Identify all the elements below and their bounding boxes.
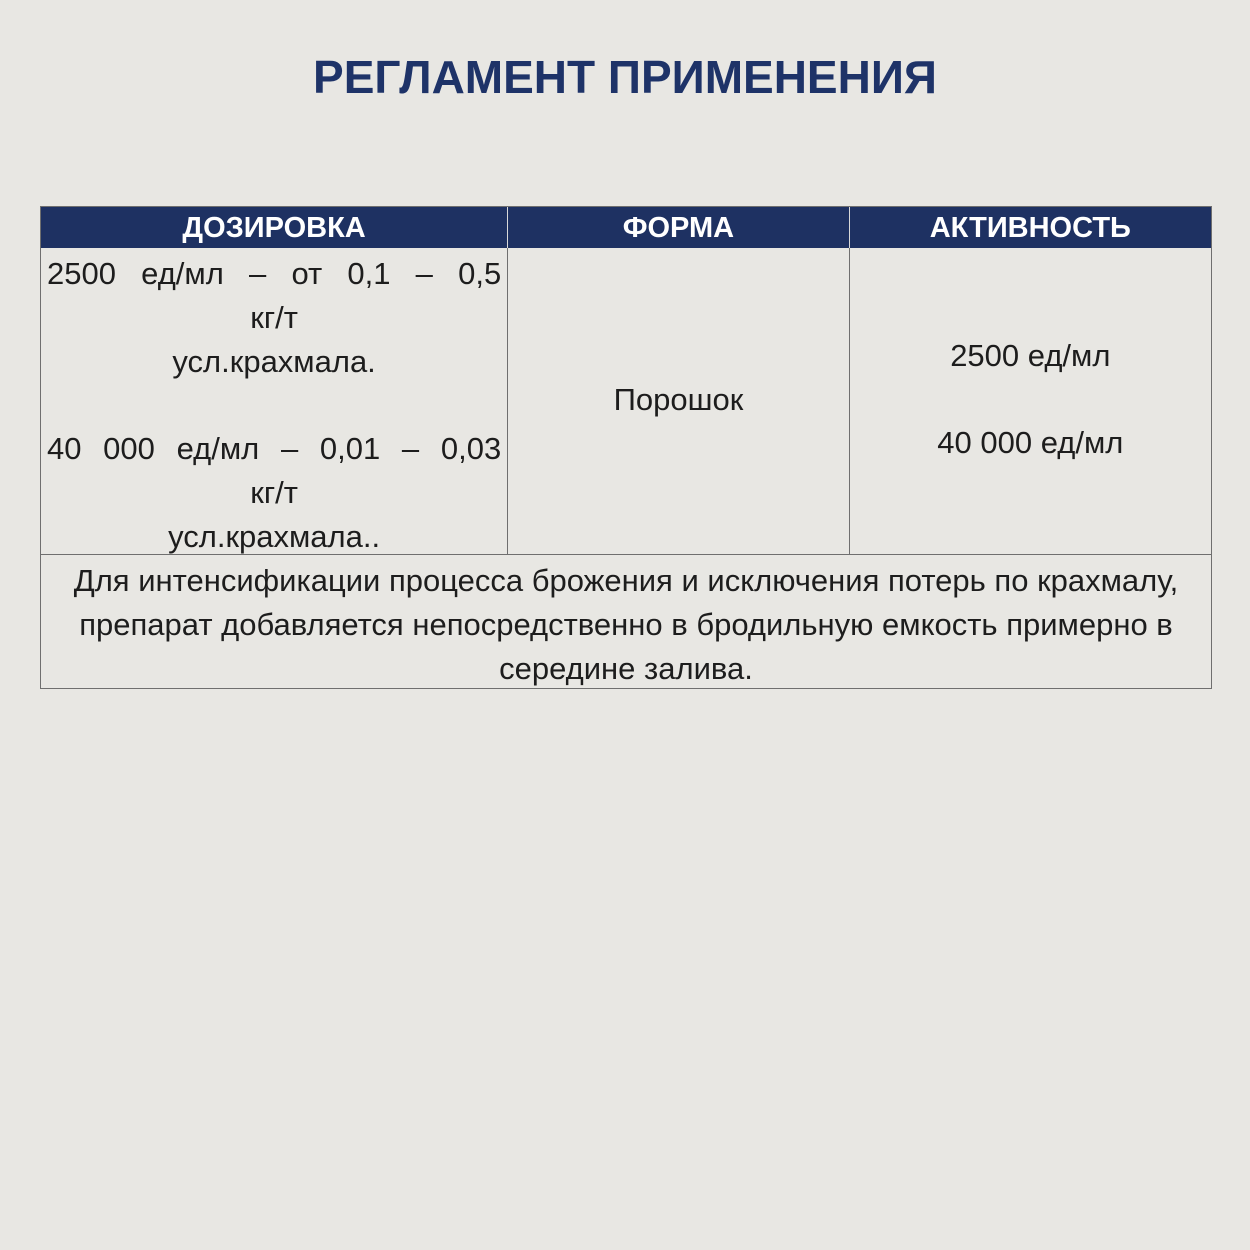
dosage-line: усл.крахмала. <box>172 344 376 379</box>
dosage-cell <box>41 248 508 554</box>
header-dosage: ДОЗИРОВКА <box>41 207 508 248</box>
table-row <box>41 248 1211 555</box>
header-form: ФОРМА <box>508 207 849 248</box>
header-activity: АКТИВНОСТЬ <box>929 212 1131 244</box>
dosage-line: кг/т <box>250 300 298 335</box>
dosage-line: 40 000 ед/мл – 0,01 – 0,03 <box>47 431 502 466</box>
dosage-spacer <box>47 384 501 427</box>
activity-value: 40 000 ед/мл <box>937 424 1124 460</box>
dosage-line: кг/т <box>250 475 298 510</box>
dosage-line: 2500 ед/мл – от 0,1 – 0,5 <box>47 256 502 291</box>
activity-value: 2500 ед/мл <box>950 337 1111 373</box>
page-title: РЕГЛАМЕНТ ПРИМЕНЕНИЯ <box>313 51 937 103</box>
usage-note: Для интенсификации процесса брожения и исключения потерь по крахмалу, препарат добавляется непосредственно в бродильную емкость примерно в середине залива. <box>73 563 1179 686</box>
form-cell <box>508 248 849 554</box>
dosage-line: усл.крахмала.. <box>168 519 381 554</box>
activity-cell <box>850 248 1211 554</box>
form-value: Порошок <box>613 382 744 417</box>
usage-table <box>40 206 1212 689</box>
table-header-row <box>41 207 1211 248</box>
